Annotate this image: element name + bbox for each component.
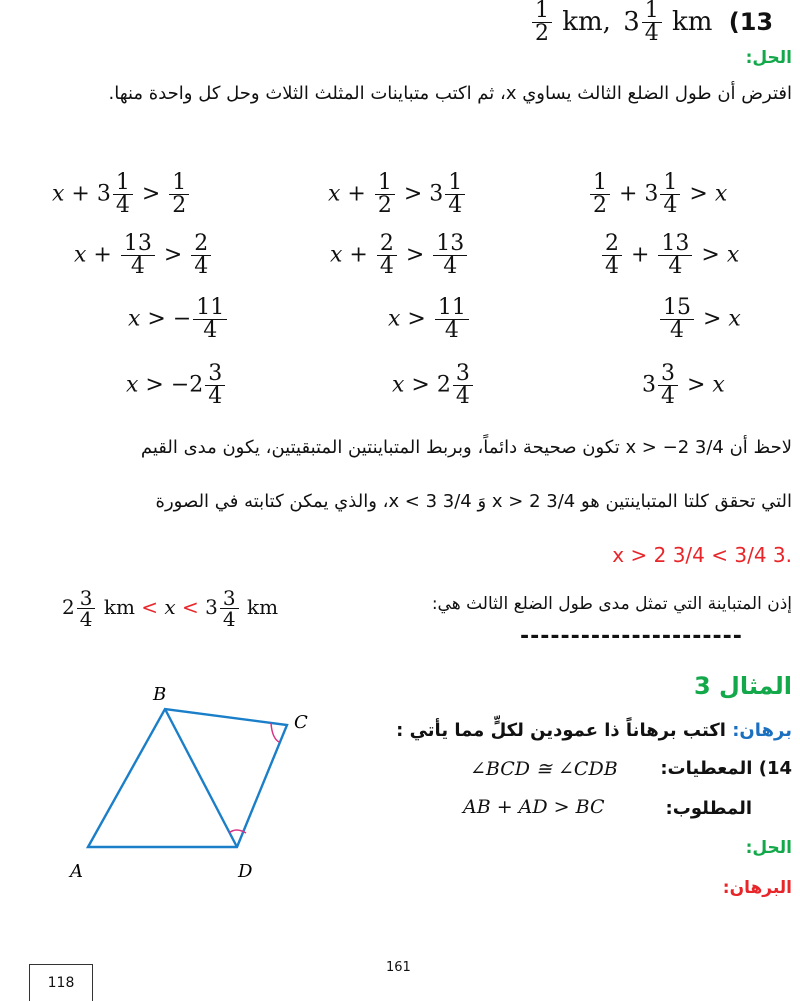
ineq-middle-1: x + $\frac{1}{2}$ > 3 $\frac{1}{4}$ [328, 172, 467, 217]
problem-14-given [660, 758, 792, 779]
ineq-right-4: 3 $\frac{3}{4}$ > x [642, 361, 725, 409]
problem-number: (13 [728, 8, 774, 36]
whole-3: 3 [623, 7, 640, 37]
ineq-left-2: x + $\frac{13}{4}$ > $\frac{2}{4}$ [74, 233, 213, 278]
note-line-3: .3 3/4 > x > 2 3/4 [612, 543, 792, 567]
fraction-quarter: $\frac{1}{4}$ [642, 0, 662, 45]
proof-text: اكتب برهاناً ذا عمودين لكلٍّ مما يأتي : [396, 720, 726, 741]
solution-label: الحل: [745, 48, 792, 68]
proof-instruction [396, 720, 792, 741]
divider: ---------------------- [520, 624, 743, 649]
label-c: C [294, 712, 308, 733]
label-a: A [70, 861, 83, 882]
ineq-left-4: x > −2 $\frac{3}{4}$ [126, 363, 227, 408]
solution-label-2: الحل: [745, 838, 792, 858]
corner-page-box [29, 964, 93, 1001]
quadrilateral-diagram [60, 682, 330, 882]
ineq-left-3: x > − $\frac{11}{4}$ [128, 297, 229, 342]
proof-word: البرهان: [722, 878, 792, 898]
ineq-right-2: $\frac{2}{4}$ + $\frac{13}{4}$ > x [600, 233, 739, 278]
given-label: المعطيات: [660, 758, 753, 779]
note-line-1: لاحظ أن x > −2 3/4 تكون صحيحة دائماً، وبربط المتباينتين المتبقيتين، يكون مدى القيم [140, 437, 792, 458]
conclusion-math: 2 $\frac{3}{4}$ km < x < 3 $\frac{3}{4}$ km [62, 586, 279, 631]
example-title: المثال 3 [693, 672, 792, 700]
proof-label: برهان: [732, 720, 792, 741]
corner-number: 118 [47, 975, 75, 991]
conclusion-text: إذن المتباينة التي تمثل مدى طول الضلع الثالث هي: [431, 594, 792, 614]
label-d: D [238, 861, 253, 882]
diagonal-bd [165, 709, 237, 847]
required-math: AB + AD > BC [463, 796, 605, 818]
label-b: B [153, 684, 167, 705]
fraction-half: $\frac{1}{2}$ [532, 0, 552, 45]
problem-14-number: 14) [758, 758, 792, 779]
ineq-middle-2: x + $\frac{2}{4}$ > $\frac{13}{4}$ [330, 233, 469, 278]
ineq-right-1: $\frac{1}{2}$ + 3 $\frac{1}{4}$ > x [588, 172, 727, 217]
quadrilateral-shape [88, 709, 287, 847]
unit-km-2: km [672, 7, 713, 37]
ineq-middle-3: x > $\frac{11}{4}$ [388, 297, 471, 342]
ineq-left-1: x + 3 $\frac{1}{4}$ > $\frac{1}{2}$ [52, 172, 191, 217]
ineq-middle-4: x > 2 $\frac{3}{4}$ [392, 363, 475, 408]
required-label: المطلوب: [665, 798, 752, 819]
note-line-2: التي تحقق كلتا المتباينتين هو x > 2 3/4 وَ x < 3 3/4، والذي يمكن كتابته في الصورة [155, 491, 792, 512]
ineq-right-3: $\frac{15}{4}$ > x [658, 297, 741, 342]
angle-arc-c [271, 723, 279, 742]
page-number: 161 [386, 960, 411, 975]
given-math: ∠BCD ≅ ∠CDB [470, 758, 618, 780]
intro-paragraph: افترض أن طول الضلع الثالث يساوي x، ثم اكتب متباينات المثلث الثلاث وحل كل واحدة منها. [108, 83, 792, 104]
problem-13-header [530, 0, 795, 48]
unit-km-1: km, [562, 7, 611, 37]
